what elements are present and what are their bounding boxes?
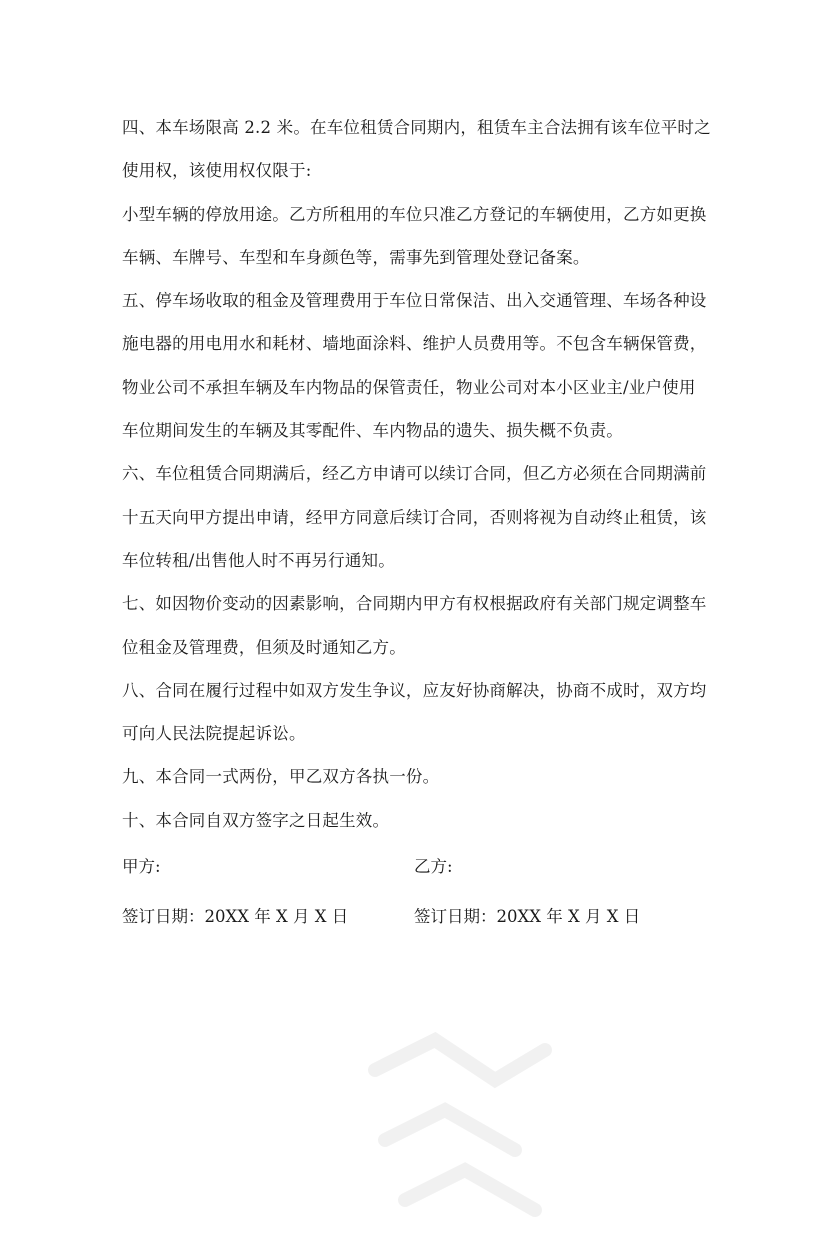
clause-8 [122,669,722,756]
text-line: 四、本车场限高 2.2 米。在车位租赁合同期内，租赁车主合法拥有该车位平时之 [122,118,711,137]
text-line: 车辆、车牌号、车型和车身颜色等，需事先到管理处登记备案。 [122,247,590,267]
party-a-signing-date: 签订日期：20XX 年 X 月 X 日 [122,907,349,927]
party-labels-row [122,842,722,892]
clause-4-continued [122,193,722,280]
text-line: 小型车辆的停放用途。乙方所租用的车位只准乙方登记的车辆使用，乙方如更换 [122,204,707,224]
clause-5 [122,279,722,452]
text-line: 八、合同在履行过程中如双方发生争议，应友好协商解决，协商不成时，双方均 [122,680,707,700]
text-line: 可向人民法院提起诉讼。 [122,724,306,744]
text-line: 物业公司不承担车辆及车内物品的保管责任，物业公司对本小区业主/业户使用 [122,377,696,397]
text-line: 使用权，该使用权仅限于: [122,161,312,181]
clause-9 [122,755,722,798]
text-line: 五、停车场收取的租金及管理费用于车位日常保洁、出入交通管理、车场各种设 [122,291,707,311]
text-line: 十五天向甲方提出申请，经甲方同意后续订合同，否则将视为自动终止租赁，该 [122,507,707,527]
clause-6 [122,452,722,582]
signing-date-row [122,892,722,942]
clause-4 [122,106,722,193]
party-b-label: 乙方: [414,857,453,877]
party-b-signing-date: 签订日期：20XX 年 X 月 X 日 [414,907,641,927]
text-line: 十、本合同自双方签字之日起生效。 [122,810,390,830]
text-line: 九、本合同一式两份，甲乙双方各执一份。 [122,767,440,787]
text-line: 施电器的用电用水和耗材、墙地面涂料、维护人员费用等。不包含车辆保管费， [122,334,707,354]
clause-7 [122,582,722,669]
text-line: 车位转租/出售他人时不再另行通知。 [122,550,395,570]
text-line: 六、车位租赁合同期满后，经乙方申请可以续订合同，但乙方必须在合同期满前 [122,464,707,484]
party-a-label: 甲方: [122,857,161,877]
text-line: 七、如因物价变动的因素影响，合同期内甲方有权根据政府有关部门规定调整车 [122,594,707,614]
clause-10 [122,799,722,842]
watermark-icon [345,1000,565,1260]
contract-body [122,106,722,942]
text-line: 位租金及管理费，但须及时通知乙方。 [122,637,406,657]
text-line: 车位期间发生的车辆及其零配件、车内物品的遗失、损失概不负责。 [122,421,623,441]
